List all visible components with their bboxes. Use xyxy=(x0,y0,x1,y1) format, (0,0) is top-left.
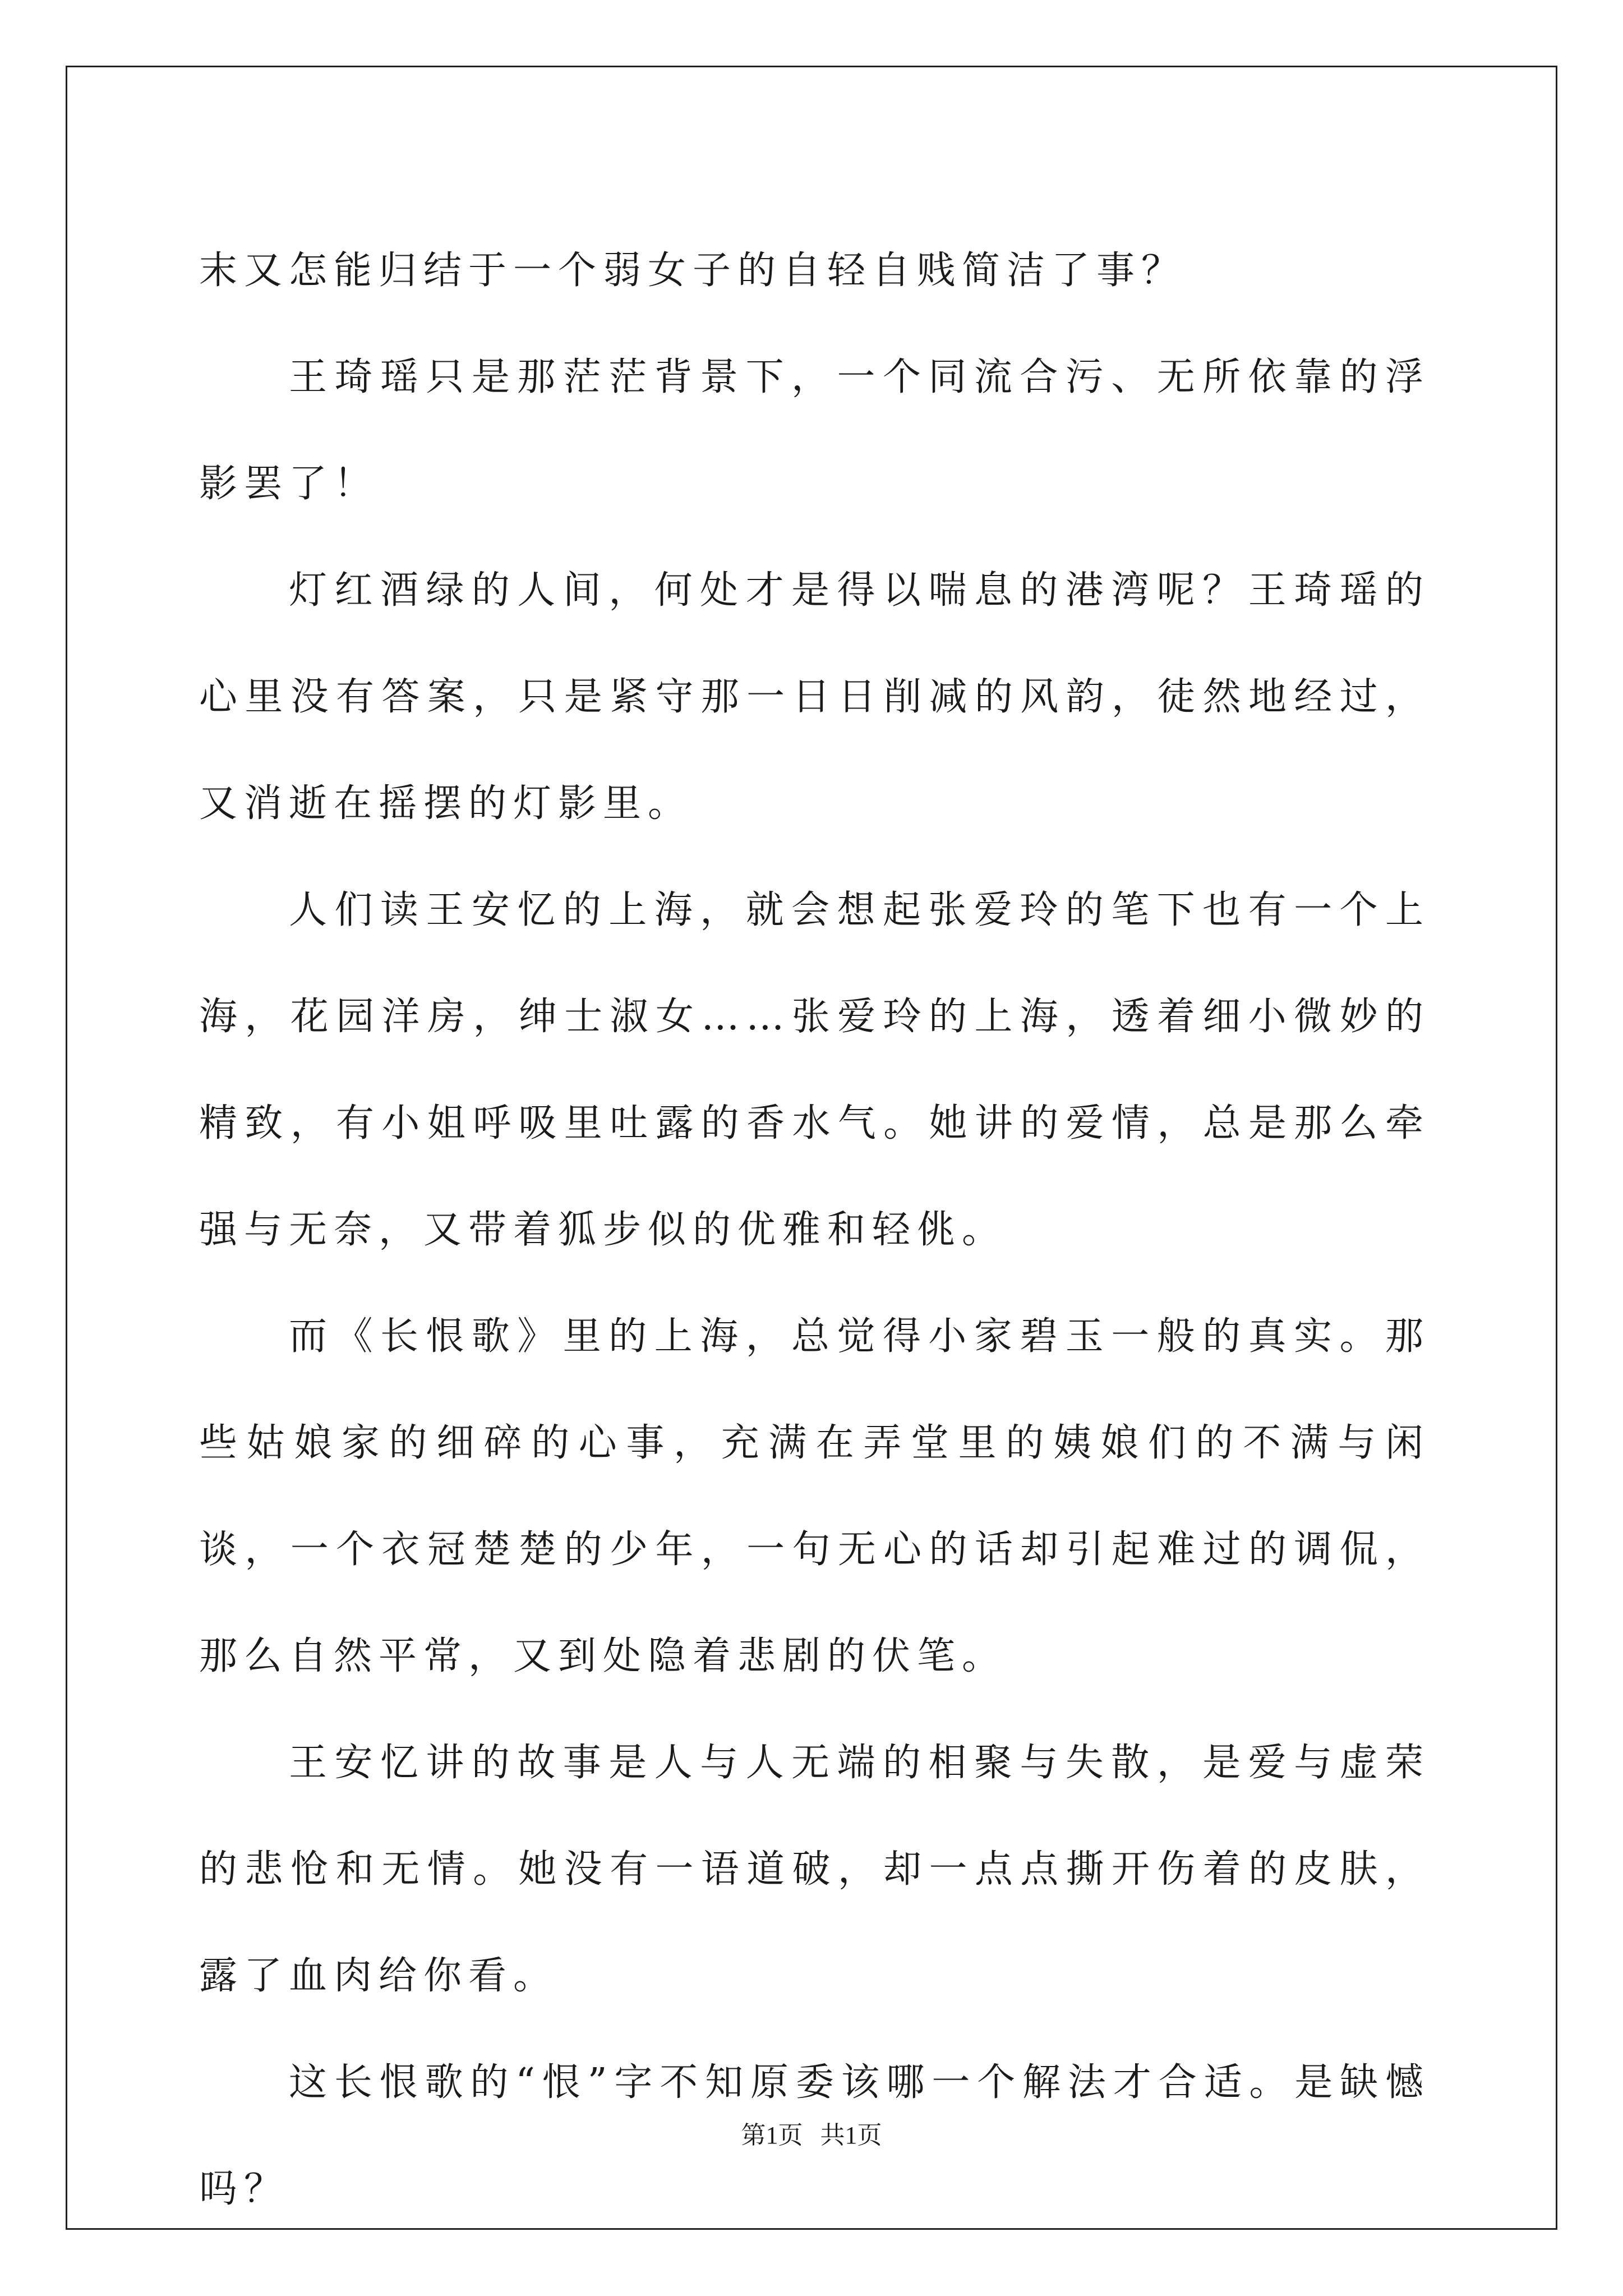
page-footer xyxy=(0,2115,1623,2151)
paragraph: 王安忆讲的故事是人与人无端的相聚与失散，是爱与虚荣的悲怆和无情。她没有一语道破，却一点点撕开伤着的皮肤，露了血肉给你看。 xyxy=(199,1741,1430,1998)
paragraph: 而《长恨歌》里的上海，总觉得小家碧玉一般的真实。那些姑娘家的细碎的心事，充满在弄堂里的姨娘们的不满与闲谈，一个衣冠楚楚的少年，一句无心的话却引起难过的调侃，那么自然平常，又到处隐着悲剧的伏笔。 xyxy=(199,1314,1430,1678)
page-total: 共1页 xyxy=(820,2122,882,2149)
paragraph: 人们读王安忆的上海，就会想起张爱玲的笔下也有一个上海，花园洋房，绅士淑女……张爱玲的上海，透着细小微妙的精致，有小姐呼吸里吐露的香水气。她讲的爱情，总是那么牵强与无奈，又带着狐步似的优雅和轻佻。 xyxy=(199,888,1430,1252)
document-body xyxy=(199,218,1430,2243)
paragraph: 王琦瑶只是那茫茫背景下，一个同流合污、无所依靠的浮影罢了！ xyxy=(199,355,1430,506)
page-number: 第1页 xyxy=(741,2122,803,2149)
paragraph-continuation: 末又怎能归结于一个弱女子的自轻自贱简洁了事？ xyxy=(199,249,1187,293)
paragraph: 这长恨歌的“恨”字不知原委该哪一个解法才合适。是缺憾吗？ xyxy=(199,2060,1430,2211)
paragraph: 灯红酒绿的人间，何处才是得以喘息的港湾呢？王琦瑶的心里没有答案，只是紧守那一日日削减的风韵，徒然地经过，又消逝在摇摆的灯影里。 xyxy=(199,568,1430,826)
